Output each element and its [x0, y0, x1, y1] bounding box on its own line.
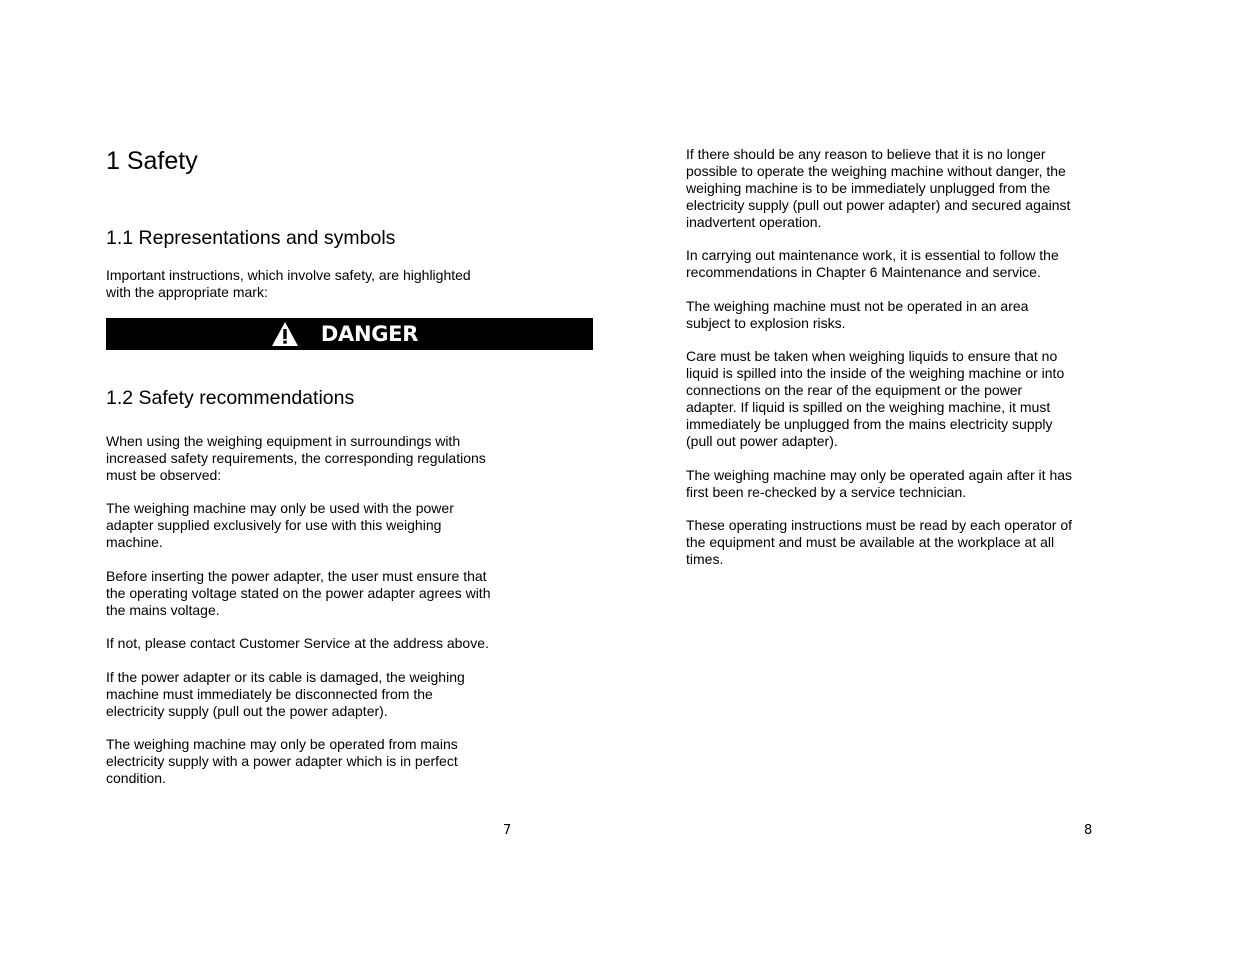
right-page: [686, 0, 1106, 954]
safety-paragraph: These operating instructions must be read by each operator of the equipment and must be available at the workplace at all times.: [686, 517, 1072, 567]
safety-paragraph: Before inserting the power adapter, the user must ensure that the operating voltage stated on the power adapter agrees with the mains voltage.: [106, 568, 491, 618]
safety-paragraph: The weighing machine may only be used with the power adapter supplied exclusively for use with this weighing machine.: [106, 500, 454, 550]
section-intro-paragraph: Important instructions, which involve safety, are highlighted with the appropriate mark:: [106, 267, 471, 300]
page-number: 7: [503, 823, 512, 838]
safety-paragraph: In carrying out maintenance work, it is essential to follow the recommendations in Chapter 6 Maintenance and service.: [686, 247, 1059, 280]
safety-paragraph: Care must be taken when weighing liquids to ensure that no liquid is spilled into the inside of the weighing machine or into connections on the rear of the equipment or the power adapter. If liquid is spilled on the weighing machine, it must immediately be unplugged from the mains electricity supply (pull out power adapter).: [686, 348, 1065, 449]
danger-banner: [106, 318, 593, 350]
danger-label: DANGER: [320, 322, 419, 346]
safety-paragraph: The weighing machine may only be operated again after it has first been re-checked by a service technician.: [686, 467, 1073, 500]
section-heading-representations: 1.1 Representations and symbols: [106, 227, 396, 249]
safety-paragraph: If the power adapter or its cable is damaged, the weighing machine must immediately be disconnected from the electricity supply (pull out the power adapter).: [106, 669, 465, 719]
safety-paragraph: The weighing machine must not be operated in an area subject to explosion risks.: [686, 298, 1029, 331]
page-number: 8: [1084, 823, 1093, 838]
safety-paragraph: If there should be any reason to believe that it is no longer possible to operate the weighing machine without danger, the weighing machine is to be immediately unplugged from the electricity supply (pull out power adapter) and secured against inadvertent operation.: [686, 146, 1071, 230]
left-page: [106, 0, 596, 954]
safety-paragraph: When using the weighing equipment in surroundings with increased safety requirements, the corresponding regulations must be observed:: [106, 433, 486, 483]
section-heading-safety-recommendations: 1.2 Safety recommendations: [106, 387, 355, 409]
chapter-title: 1 Safety: [106, 147, 198, 175]
safety-paragraph: The weighing machine may only be operated from mains electricity supply with a power adapter which is in perfect condition.: [106, 736, 458, 786]
warning-triangle-icon: [271, 321, 299, 347]
safety-paragraph: If not, please contact Customer Service at the address above.: [106, 635, 489, 651]
